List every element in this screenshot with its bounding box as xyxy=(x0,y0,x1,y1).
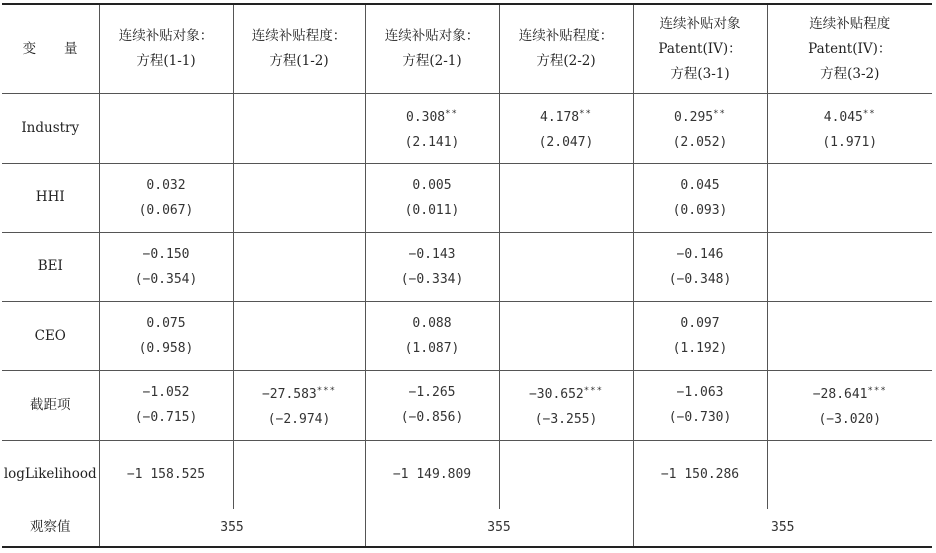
value-cell xyxy=(365,371,499,440)
empty-cell xyxy=(499,302,633,371)
header-col-4 xyxy=(499,4,633,94)
header-row xyxy=(2,4,932,94)
coefficient-value: 0.295 xyxy=(674,109,714,125)
observations-row xyxy=(2,509,932,547)
header-col-6-line-1: 连续补贴程度 xyxy=(809,15,891,32)
standard-error: (−3.020) xyxy=(818,411,882,427)
header-col-5-line-1: 连续补贴对象 xyxy=(659,15,741,32)
significance-stars: ** xyxy=(579,108,592,119)
coefficient-value: 4.178 xyxy=(540,109,580,125)
header-col-2-line-1: 连续补贴程度： xyxy=(251,28,347,45)
row-label: 截距项 xyxy=(2,371,99,440)
coefficient xyxy=(100,311,233,336)
standard-error: (−0.334) xyxy=(400,271,464,287)
coefficient xyxy=(634,380,767,405)
coefficient xyxy=(634,102,767,130)
coefficient-value: 0.032 xyxy=(146,177,186,193)
row-label: logLikelihood xyxy=(2,440,99,509)
observations-value-2: 355 xyxy=(365,509,633,547)
value-cell xyxy=(633,94,767,163)
empty-cell xyxy=(233,302,365,371)
header-col-2 xyxy=(233,4,365,94)
table-row xyxy=(2,371,932,440)
coefficient xyxy=(100,173,233,198)
coefficient-value: 0.308 xyxy=(406,109,446,125)
significance-stars: *** xyxy=(316,385,337,396)
value-cell xyxy=(99,232,233,301)
row-label: Industry xyxy=(2,94,99,163)
value-cell xyxy=(633,302,767,371)
coefficient xyxy=(500,102,633,130)
coefficient-value: 0.088 xyxy=(412,316,452,332)
table-row xyxy=(2,94,932,163)
coefficient-value: −1.052 xyxy=(142,385,190,401)
coefficient xyxy=(366,242,499,267)
header-col-2-line-2: 方程(1-2) xyxy=(269,53,329,70)
value-cell xyxy=(499,371,633,440)
coefficient xyxy=(366,380,499,405)
coefficient xyxy=(634,311,767,336)
data-rows xyxy=(2,94,932,440)
significance-stars: ** xyxy=(862,108,876,119)
coefficient xyxy=(366,173,499,198)
standard-error: (0.958) xyxy=(138,341,194,357)
regression-table xyxy=(2,3,932,548)
value-cell xyxy=(99,302,233,371)
header-col-3 xyxy=(365,4,499,94)
coefficient xyxy=(366,311,499,336)
value-cell xyxy=(365,302,499,371)
value-cell xyxy=(767,371,932,440)
loglikelihood-value-2: −1 149.809 xyxy=(365,440,499,509)
standard-error: (−0.354) xyxy=(134,271,198,287)
empty-cell xyxy=(767,440,932,509)
empty-cell xyxy=(499,440,633,509)
value-cell xyxy=(365,94,499,163)
value-cell xyxy=(99,163,233,232)
coefficient-value: 0.045 xyxy=(680,177,720,193)
coefficient-value: 0.097 xyxy=(680,316,720,332)
empty-cell xyxy=(233,232,365,301)
observations-value-3: 355 xyxy=(633,509,932,547)
header-col-1-line-1: 连续补贴对象： xyxy=(118,28,214,45)
significance-stars: *** xyxy=(867,385,887,396)
header-col-5-line-2: Patent(IV)： xyxy=(658,40,742,57)
coefficient-value: −0.143 xyxy=(408,246,456,262)
header-col-1 xyxy=(99,4,233,94)
empty-cell xyxy=(767,302,932,371)
table-row xyxy=(2,302,932,371)
coefficient-value: 4.045 xyxy=(823,109,863,125)
standard-error: (−0.730) xyxy=(668,410,732,426)
coefficient xyxy=(500,379,633,407)
value-cell xyxy=(633,232,767,301)
standard-error: (0.011) xyxy=(404,202,460,218)
header-col-3-line-2: 方程(2-1) xyxy=(402,53,462,70)
standard-error: (−0.856) xyxy=(400,410,464,426)
header-col-3-line-1: 连续补贴对象： xyxy=(384,28,480,45)
value-cell xyxy=(233,371,365,440)
header-col-6-line-2: Patent(IV)： xyxy=(808,40,892,57)
significance-stars: *** xyxy=(583,385,604,396)
coefficient-value: −28.641 xyxy=(812,386,868,402)
row-label: BEI xyxy=(2,232,99,301)
value-cell xyxy=(767,94,932,163)
standard-error: (−2.974) xyxy=(267,411,331,427)
value-cell xyxy=(633,163,767,232)
header-col-5-line-3: 方程(3-1) xyxy=(670,65,730,82)
coefficient-value: 0.075 xyxy=(146,316,186,332)
coefficient xyxy=(768,102,933,130)
coefficient-value: −30.652 xyxy=(528,386,584,402)
standard-error: (1.971) xyxy=(822,134,878,150)
coefficient-value: −1.265 xyxy=(408,385,456,401)
header-col-4-line-1: 连续补贴程度： xyxy=(518,28,614,45)
standard-error: (1.087) xyxy=(404,341,460,357)
value-cell xyxy=(365,163,499,232)
header-col-1-line-2: 方程(1-1) xyxy=(136,53,196,70)
standard-error: (−3.255) xyxy=(534,411,598,427)
standard-error: (2.052) xyxy=(672,134,728,150)
standard-error: (2.141) xyxy=(404,134,460,150)
standard-error: (0.067) xyxy=(138,202,194,218)
empty-cell xyxy=(767,232,932,301)
standard-error: (2.047) xyxy=(538,134,594,150)
standard-error: (0.093) xyxy=(672,202,728,218)
empty-cell xyxy=(233,163,365,232)
coefficient-value: −1.063 xyxy=(676,385,724,401)
coefficient xyxy=(234,379,365,407)
loglikelihood-row xyxy=(2,440,932,509)
standard-error: (−0.715) xyxy=(134,410,198,426)
significance-stars: ** xyxy=(713,108,726,119)
row-label: 观察值 xyxy=(2,509,99,547)
significance-stars: ** xyxy=(445,108,458,119)
coefficient-value: −0.146 xyxy=(676,246,724,262)
header-variable-label: 变 量 xyxy=(22,40,78,57)
coefficient xyxy=(768,379,933,407)
header-col-5 xyxy=(633,4,767,94)
empty-cell xyxy=(99,94,233,163)
empty-cell xyxy=(233,94,365,163)
loglikelihood-value-3: −1 150.286 xyxy=(633,440,767,509)
standard-error: (−0.348) xyxy=(668,271,732,287)
header-col-4-line-2: 方程(2-2) xyxy=(536,53,596,70)
coefficient-value: −0.150 xyxy=(142,246,190,262)
coefficient xyxy=(100,380,233,405)
value-cell xyxy=(499,94,633,163)
coefficient xyxy=(634,242,767,267)
table-row xyxy=(2,163,932,232)
row-label: CEO xyxy=(2,302,99,371)
standard-error: (1.192) xyxy=(672,341,728,357)
coefficient-value: −27.583 xyxy=(261,386,317,402)
empty-cell xyxy=(233,440,365,509)
empty-cell xyxy=(767,163,932,232)
loglikelihood-value-1: −1 158.525 xyxy=(99,440,233,509)
empty-cell xyxy=(499,163,633,232)
value-cell xyxy=(365,232,499,301)
empty-cell xyxy=(499,232,633,301)
row-label: HHI xyxy=(2,163,99,232)
coefficient xyxy=(366,102,499,130)
coefficient xyxy=(634,173,767,198)
table-row xyxy=(2,232,932,301)
header-col-6 xyxy=(767,4,932,94)
coefficient-value: 0.005 xyxy=(412,177,452,193)
header-variable-cell xyxy=(2,4,99,94)
value-cell xyxy=(633,371,767,440)
observations-value-1: 355 xyxy=(99,509,365,547)
value-cell xyxy=(99,371,233,440)
coefficient xyxy=(100,242,233,267)
header-col-6-line-3: 方程(3-2) xyxy=(820,65,880,82)
